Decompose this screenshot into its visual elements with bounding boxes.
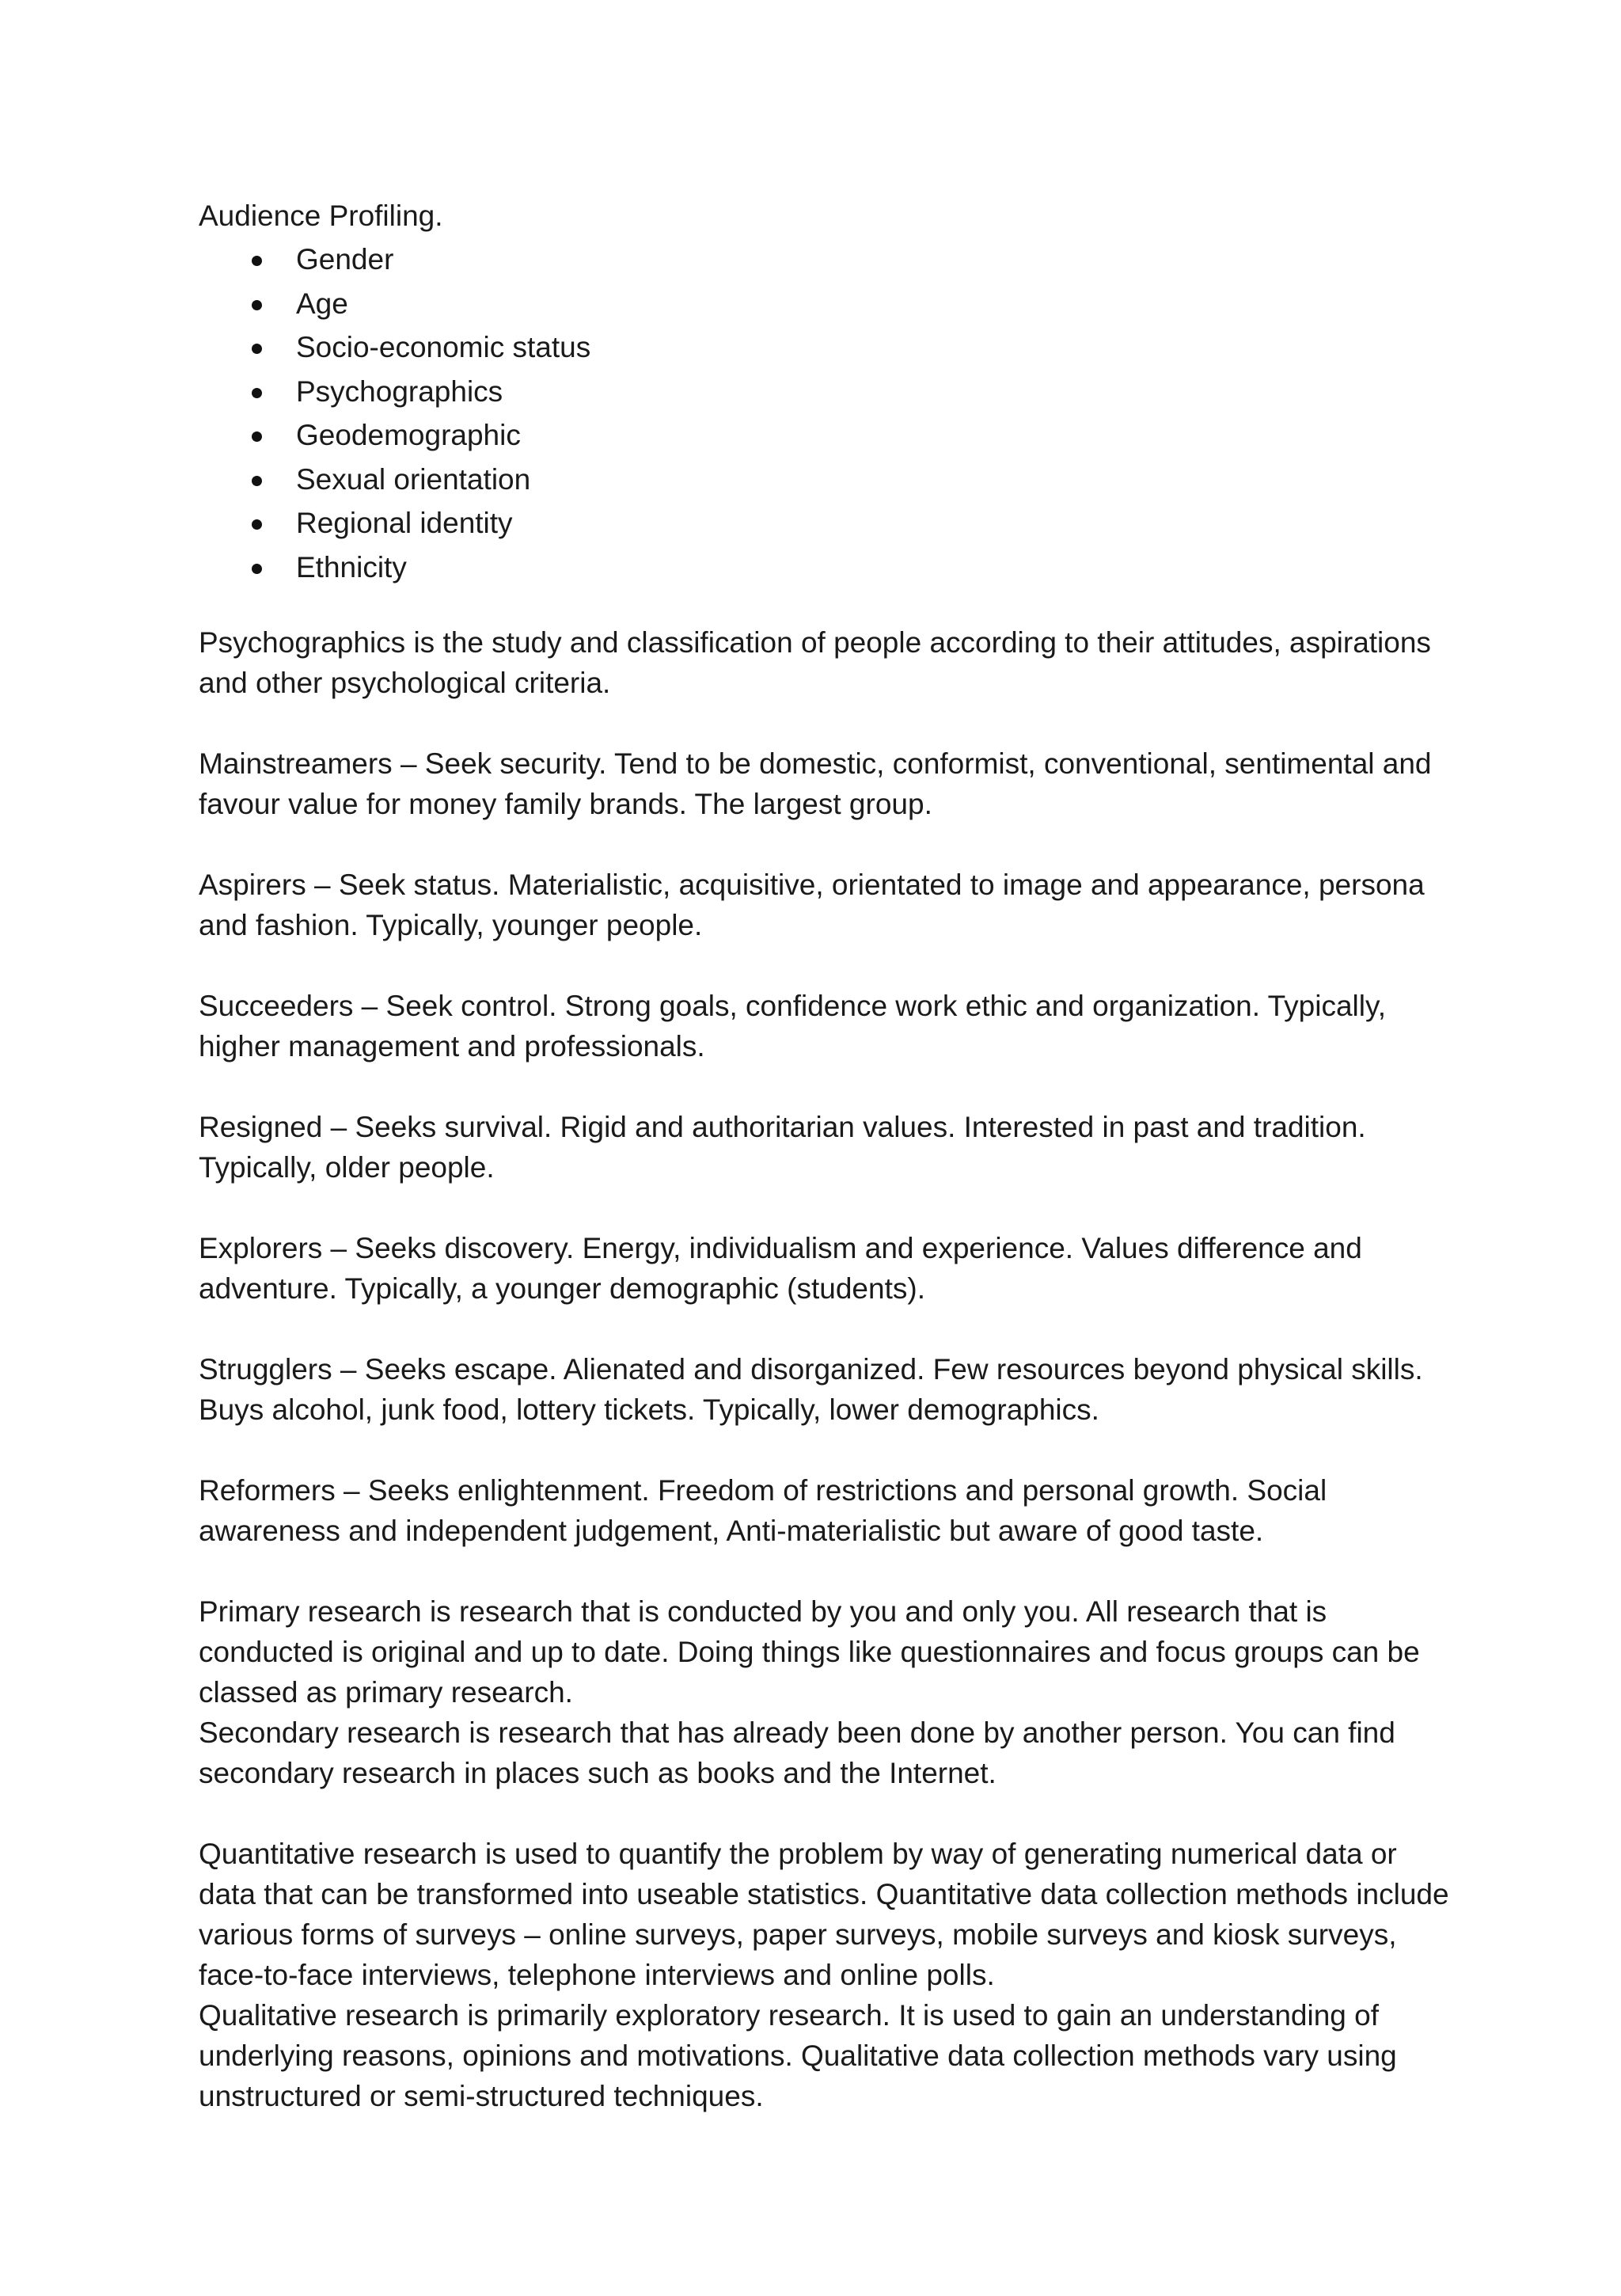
bullet-icon xyxy=(252,344,262,354)
reformers-paragraph: Reformers – Seeks enlightenment. Freedom of restrictions and personal growth. Social awareness and independent judgement, Anti-materialistic but aware of good taste. xyxy=(199,1474,1327,1547)
explorers-paragraph: Explorers – Seeks discovery. Energy, individualism and experience. Values difference and adventure. Typically, a younger demographic (students). xyxy=(199,1232,1362,1305)
list-item xyxy=(199,501,1457,545)
bullet-icon xyxy=(252,388,262,398)
list-item-label: Ethnicity xyxy=(296,550,407,584)
document-page xyxy=(199,195,1457,2116)
succeeders-paragraph: Succeeders – Seek control. Strong goals, confidence work ethic and organization. Typically, higher management and professionals. xyxy=(199,990,1387,1062)
quantitative-research-paragraph: Quantitative research is used to quantify the problem by way of generating numerical data or data that can be transformed into useable statistics. Quantitative data collection methods include various forms of surveys – online surveys, paper surveys, mobile surveys and kiosk surveys, face-to-face interviews, telephone interviews and online polls. xyxy=(199,1838,1449,1991)
bullet-icon xyxy=(252,476,262,486)
secondary-research-paragraph: Secondary research is research that has already been done by another person. You can find secondary research in places such as books and the Internet. xyxy=(199,1716,1395,1789)
bullet-icon xyxy=(252,564,262,574)
bullet-icon xyxy=(252,300,262,310)
bullet-icon xyxy=(252,431,262,442)
list-item-label: Sexual orientation xyxy=(296,462,531,496)
page-title: Audience Profiling. xyxy=(199,200,443,232)
list-item xyxy=(199,458,1457,502)
list-item xyxy=(199,282,1457,326)
audience-criteria-list xyxy=(199,238,1457,589)
qualitative-research-paragraph: Qualitative research is primarily exploratory research. It is used to gain an understanding of underlying reasons, opinions and motivations. Qualitative data collection methods vary using unstructured or semi-structured techniques. xyxy=(199,1999,1397,2112)
mainstreamers-paragraph: Mainstreamers – Seek security. Tend to be domestic, conformist, conventional, sentimental and favour value for money family brands. The largest group. xyxy=(199,747,1432,820)
strugglers-paragraph: Strugglers – Seeks escape. Alienated and disorganized. Few resources beyond physical skills. Buys alcohol, junk food, lottery tickets. Typically, lower demographics. xyxy=(199,1353,1423,1426)
list-item-label: Age xyxy=(296,287,348,320)
bullet-icon xyxy=(252,256,262,266)
aspirers-paragraph: Aspirers – Seek status. Materialistic, acquisitive, orientated to image and appearance, persona and fashion. Typically, younger people. xyxy=(199,869,1425,941)
list-item xyxy=(199,238,1457,282)
list-item-label: Regional identity xyxy=(296,507,513,539)
list-item-label: Psychographics xyxy=(296,374,503,408)
list-item xyxy=(199,545,1457,590)
list-item xyxy=(199,413,1457,458)
list-item xyxy=(199,370,1457,414)
resigned-paragraph: Resigned – Seeks survival. Rigid and authoritarian values. Interested in past and tradition. Typically, older people. xyxy=(199,1111,1366,1184)
list-item-label: Socio-economic status xyxy=(296,331,591,363)
primary-research-paragraph: Primary research is research that is conducted by you and only you. All research that is conducted is original and up to date. Doing things like questionnaires and focus groups can be classed as primary research. xyxy=(199,1595,1420,1709)
bullet-icon xyxy=(252,519,262,530)
psychographics-definition: Psychographics is the study and classification of people according to their attitudes, aspirations and other psychological criteria. xyxy=(199,626,1431,699)
list-item xyxy=(199,325,1457,370)
list-item-label: Geodemographic xyxy=(296,419,521,451)
list-item-label: Gender xyxy=(296,243,394,276)
